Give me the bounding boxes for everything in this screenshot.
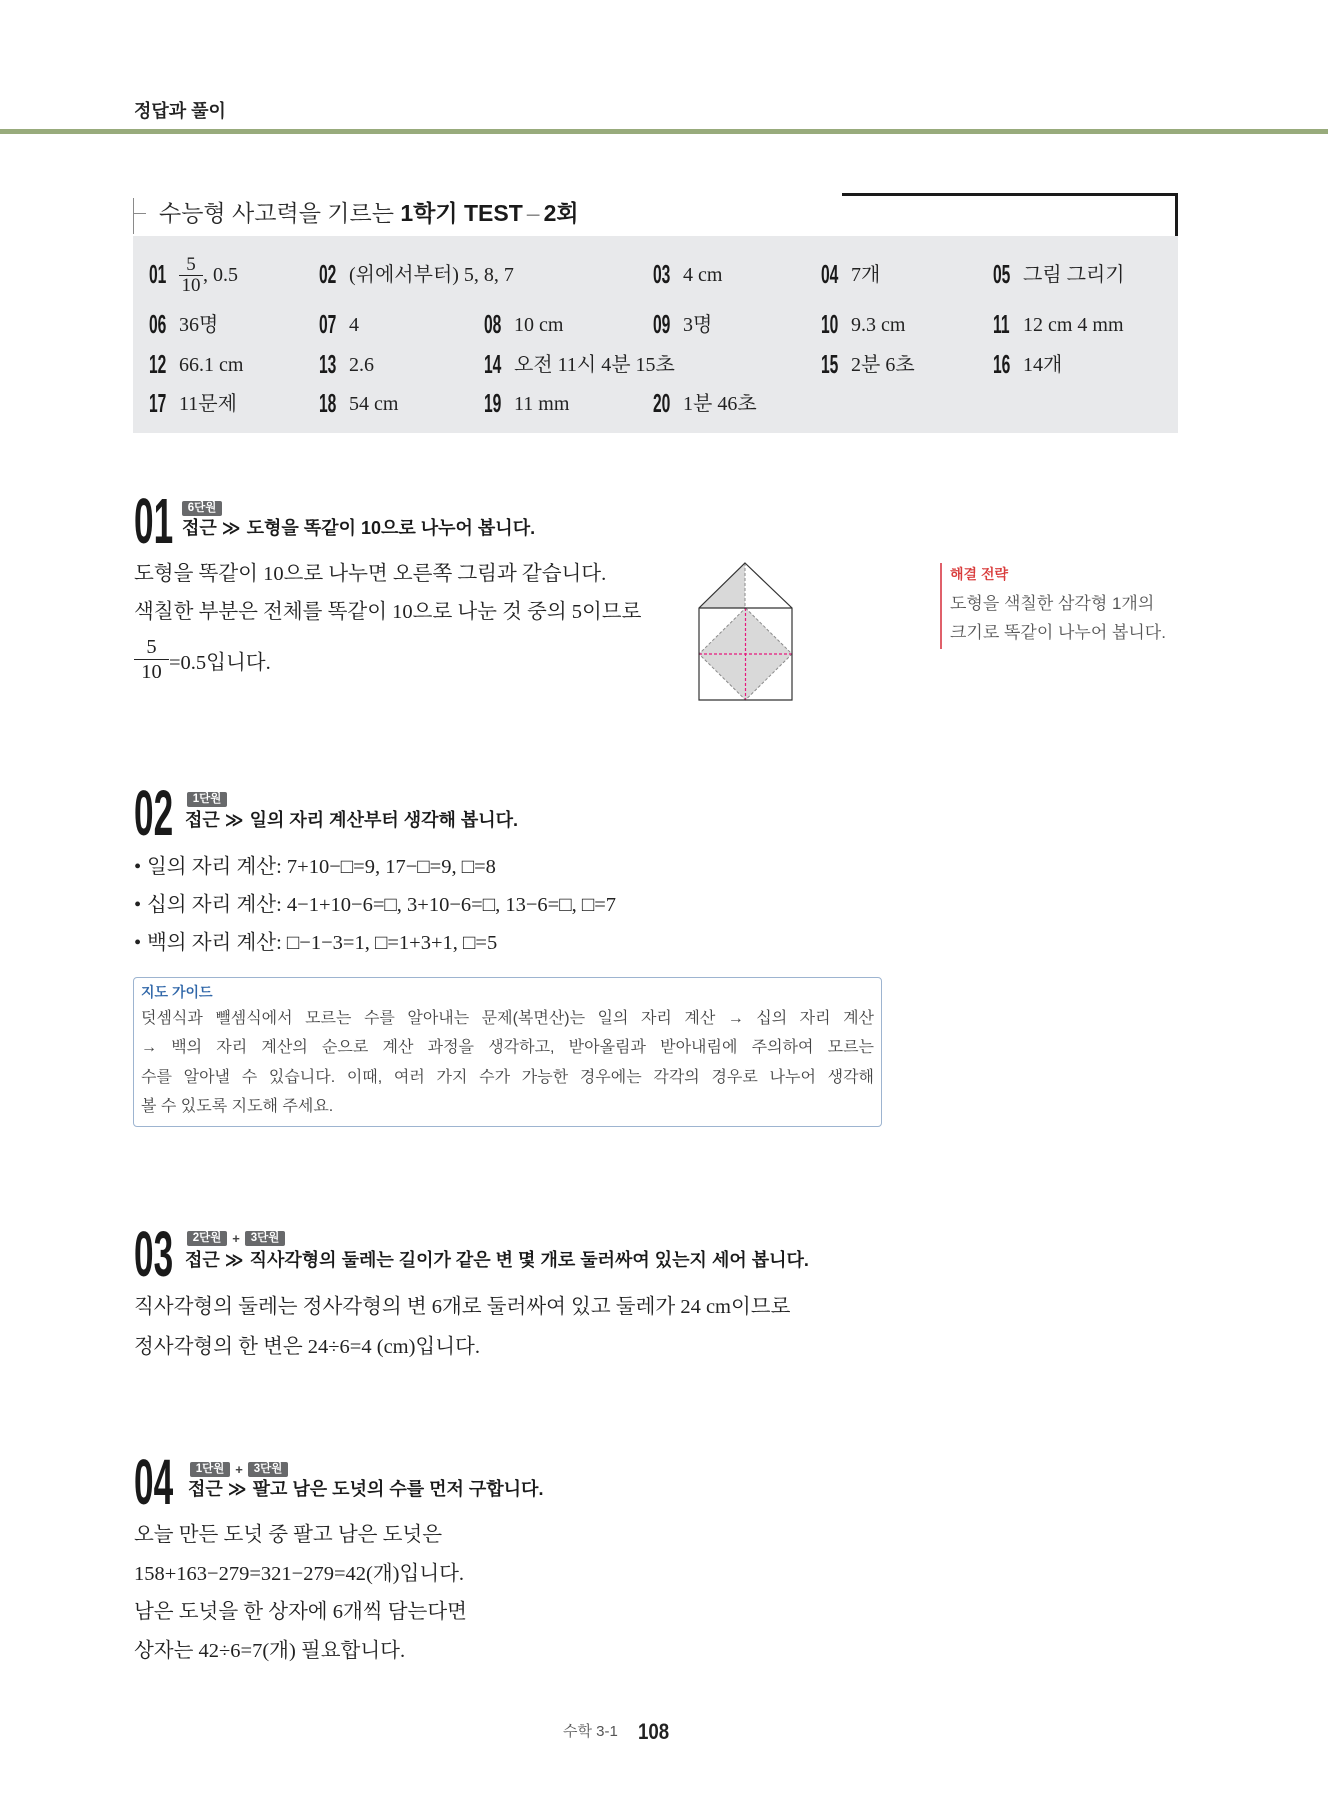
- approach-text: 도형을 똑같이 10으로 나누어 봅니다.: [246, 518, 536, 538]
- strategy-label: 해결 전략: [950, 566, 1008, 582]
- unit-badge: 1단원: [190, 1462, 230, 1477]
- approach-heading: [182, 517, 535, 539]
- section-number-02: 02: [134, 777, 174, 849]
- answer-fraction: [179, 255, 203, 296]
- page-header: [134, 99, 226, 123]
- answer-number: [993, 350, 1023, 380]
- answer-number: [821, 310, 851, 340]
- approach-heading: [188, 1478, 543, 1500]
- answer-16: [993, 350, 1062, 380]
- answer-number: [149, 350, 179, 380]
- result-fraction: [134, 635, 169, 684]
- answer-number-text: 05: [993, 259, 1011, 289]
- answer-05: [993, 260, 1125, 290]
- answer-number-text: 10: [821, 309, 839, 339]
- section-number-03: 03: [134, 1218, 174, 1290]
- answer-number: [653, 389, 683, 419]
- house-shape-figure: [690, 555, 800, 705]
- double-arrow-icon: ≫: [227, 1479, 247, 1499]
- double-arrow-icon: ≫: [221, 518, 241, 538]
- test-title-name: 1학기 TEST: [400, 200, 523, 226]
- approach-text: 일의 자리 계산부터 생각해 봅니다.: [249, 810, 519, 830]
- answer-number-text: 17: [149, 388, 167, 418]
- footer-subject: 수학 3-1: [563, 1723, 618, 1740]
- answer-07: [319, 310, 359, 340]
- bullet-list: [134, 848, 616, 962]
- answer-grid: [133, 236, 1178, 433]
- answer-15: [821, 350, 915, 380]
- answer-value: 54 cm: [349, 393, 399, 415]
- answer-value: 3명: [683, 314, 713, 336]
- approach-label: 접근: [182, 518, 217, 538]
- bullet-item: [134, 848, 616, 886]
- section-units: [190, 1462, 288, 1477]
- answer-20: [653, 389, 757, 419]
- answer-number: [484, 389, 514, 419]
- answer-number-text: 04: [821, 259, 839, 289]
- answer-value: 11문제: [179, 393, 237, 415]
- section-units: [187, 792, 227, 807]
- unit-badge: 1단원: [187, 792, 227, 807]
- answer-value: 36명: [179, 314, 219, 336]
- answer-value: 오전 11시 4분 15초: [514, 354, 675, 376]
- guide-line: 수를 알아낼 수 있습니다. 이때, 여러 가지 수가 가능한 경우에는 각각의 경우로 나누어 생각해: [141, 1068, 874, 1086]
- answer-value: 7개: [851, 264, 881, 286]
- explanation-result: [134, 635, 271, 684]
- explanation-line: 도형을 똑같이 10으로 나누면 오른쪽 그림과 같습니다.: [134, 563, 607, 585]
- answer-value: 2.6: [349, 354, 374, 376]
- answer-12: [149, 350, 243, 380]
- answer-14: [484, 350, 675, 380]
- answer-value: 12 cm 4 mm: [1023, 314, 1124, 336]
- fraction-denominator: 10: [141, 661, 162, 683]
- bullet-item: [134, 886, 616, 924]
- test-title: [159, 199, 579, 227]
- answer-number: [821, 350, 851, 380]
- answer-number-text: 18: [319, 388, 337, 418]
- section-units: [187, 1231, 285, 1246]
- test-title-prefix: 수능형 사고력을 기르는: [159, 200, 394, 226]
- test-title-dash: –: [526, 200, 540, 226]
- answer-number-text: 19: [484, 388, 502, 418]
- unit-badge: 2단원: [187, 1231, 227, 1246]
- answer-value: 66.1 cm: [179, 354, 244, 376]
- unit-join: +: [235, 1462, 243, 1477]
- answer-number-text: 02: [319, 259, 337, 289]
- answer-17: [149, 389, 237, 419]
- explanation-line: 오늘 만든 도넛 중 팔고 남은 도넛은: [134, 1524, 442, 1546]
- answer-value: 그림 그리기: [1023, 264, 1125, 286]
- explanation-line: 남은 도넛을 한 상자에 6개씩 담는다면: [134, 1601, 467, 1624]
- explanation: [134, 1516, 467, 1670]
- unit-badge: 3단원: [248, 1462, 288, 1477]
- bullet-icon: •: [134, 932, 142, 954]
- answer-value: 1분 46초: [683, 393, 757, 415]
- answer-03: [653, 260, 722, 290]
- answer-value: 2분 6초: [851, 354, 915, 376]
- unit-join: +: [232, 1231, 240, 1246]
- teaching-guide-box: [133, 977, 882, 1127]
- answer-08: [484, 310, 563, 340]
- answer-number-text: 15: [821, 349, 839, 379]
- answer-value: 9.3 cm: [851, 314, 906, 336]
- answer-19: [484, 389, 569, 419]
- explanation: [134, 1288, 790, 1367]
- guide-line: 볼 수 있도록 지도해 주세요.: [141, 1097, 334, 1115]
- approach-label: 접근: [188, 1479, 223, 1499]
- strategy-note: [940, 563, 1166, 649]
- answer-value: 4 cm: [683, 264, 723, 286]
- explanation-line: 정사각형의 한 변은 24÷6=4 (cm)입니다.: [134, 1335, 480, 1358]
- title-left-rule: [133, 198, 134, 234]
- answer-18: [319, 389, 398, 419]
- answer-number: [149, 310, 179, 340]
- section-units: [182, 501, 222, 516]
- result-text: =0.5입니다.: [169, 651, 271, 674]
- explanation-line: 158+163−279=321−279=42(개)입니다.: [134, 1562, 465, 1585]
- strategy-line: 도형을 색칠한 삼각형 1개의: [950, 594, 1155, 613]
- approach-label: 접근: [185, 810, 220, 830]
- bullet-icon: •: [134, 894, 142, 916]
- section-number-01: 01: [134, 485, 174, 557]
- answer-02: [319, 260, 514, 290]
- answer-number-text: 01: [149, 259, 167, 289]
- answer-number: [653, 260, 683, 290]
- answer-number: [653, 310, 683, 340]
- approach-heading: [185, 809, 518, 831]
- answer-13: [319, 350, 374, 380]
- answer-number: [319, 310, 349, 340]
- answer-04: [821, 260, 880, 290]
- answer-number-text: 16: [993, 349, 1011, 379]
- fraction-denominator: 10: [181, 274, 201, 296]
- answer-number: [319, 260, 349, 290]
- approach-label: 접근: [185, 1250, 220, 1270]
- answer-number-text: 11: [993, 309, 1010, 339]
- answer-number: [149, 389, 179, 419]
- unit-badge: 6단원: [182, 501, 222, 516]
- answer-value: 10 cm: [514, 314, 564, 336]
- strategy-line: 크기로 똑같이 나누어 봅니다.: [950, 623, 1166, 642]
- explanation-line: 직사각형의 둘레는 정사각형의 변 6개로 둘러싸여 있고 둘레가 24 cm이므로: [134, 1296, 791, 1318]
- answer-number: [821, 260, 851, 290]
- answer-number-text: 06: [149, 309, 167, 339]
- answer-number-text: 14: [484, 349, 502, 379]
- bullet-icon: •: [134, 856, 142, 878]
- answer-01: [149, 253, 238, 296]
- explanation-line: 색칠한 부분은 전체를 똑같이 10으로 나눈 것 중의 5이므로: [134, 601, 642, 623]
- answer-number: [319, 350, 349, 380]
- answer-number-text: 20: [653, 388, 671, 418]
- answer-number-text: 12: [149, 349, 167, 379]
- guide-text: [141, 1004, 874, 1121]
- approach-text: 팔고 남은 도넛의 수를 먼저 구합니다.: [252, 1479, 544, 1499]
- bullet-text: 일의 자리 계산: 7+10−□=9, 17−□=9, □=8: [147, 856, 496, 878]
- title-frame-right: [1175, 193, 1178, 236]
- explanation-line: 상자는 42÷6=7(개) 필요합니다.: [134, 1639, 406, 1662]
- answer-number-text: 08: [484, 309, 502, 339]
- answer-number: [319, 389, 349, 419]
- approach-text: 직사각형의 둘레는 길이가 같은 변 몇 개로 둘러싸여 있는지 세어 봅니다.: [249, 1250, 809, 1270]
- answer-number-text: 07: [319, 309, 337, 339]
- page-number: 108: [638, 1719, 670, 1744]
- title-left-tick: [133, 213, 146, 214]
- approach-heading: [185, 1249, 809, 1271]
- header-rule: [0, 129, 1328, 134]
- header-title: 정답과 풀이: [134, 101, 226, 121]
- answer-value: 4: [349, 314, 359, 336]
- answer-number: [484, 350, 514, 380]
- answer-number-text: 13: [319, 349, 337, 379]
- bullet-text: 십의 자리 계산: 4−1+10−6=□, 3+10−6=□, 13−6=□, □=7: [147, 894, 617, 916]
- answer-value: 11 mm: [514, 393, 570, 415]
- explanation: [134, 555, 641, 631]
- bullet-text: 백의 자리 계산: □−1−3=1, □=1+3+1, □=5: [147, 932, 498, 954]
- answer-value: 14개: [1023, 354, 1063, 376]
- bullet-item: [134, 924, 616, 962]
- unit-badge: 3단원: [245, 1231, 285, 1246]
- test-title-round: 2회: [543, 200, 579, 226]
- title-frame-top: [842, 193, 1178, 196]
- guide-line: → 백의 자리 계산의 순으로 계산 과정을 생각하고, 받아올림과 받아내림에 주의하여 모르는: [141, 1039, 874, 1057]
- section-number-04: 04: [134, 1446, 174, 1518]
- double-arrow-icon: ≫: [224, 1250, 244, 1270]
- answer-10: [821, 310, 905, 340]
- answer-number: [484, 310, 514, 340]
- answer-number: [993, 310, 1023, 340]
- answer-value: (위에서부터) 5, 8, 7: [349, 264, 514, 286]
- answer-number-text: 09: [653, 309, 671, 339]
- answer-06: [149, 310, 218, 340]
- answer-number: [149, 260, 179, 290]
- answer-number: [993, 260, 1023, 290]
- double-arrow-icon: ≫: [224, 810, 244, 830]
- fraction-numerator: 5: [186, 253, 196, 275]
- answer-11: [993, 310, 1124, 340]
- fraction-numerator: 5: [146, 636, 157, 658]
- answer-09: [653, 310, 712, 340]
- guide-title: 지도 가이드: [141, 984, 213, 1000]
- guide-line: 덧셈식과 뺄셈식에서 모르는 수를 알아내는 문제(복면산)는 일의 자리 계산 → 십의 자리 계산: [141, 1010, 874, 1027]
- answer-number-text: 03: [653, 259, 671, 289]
- strategy-text: [950, 589, 1166, 647]
- answer-value: , 0.5: [203, 264, 238, 286]
